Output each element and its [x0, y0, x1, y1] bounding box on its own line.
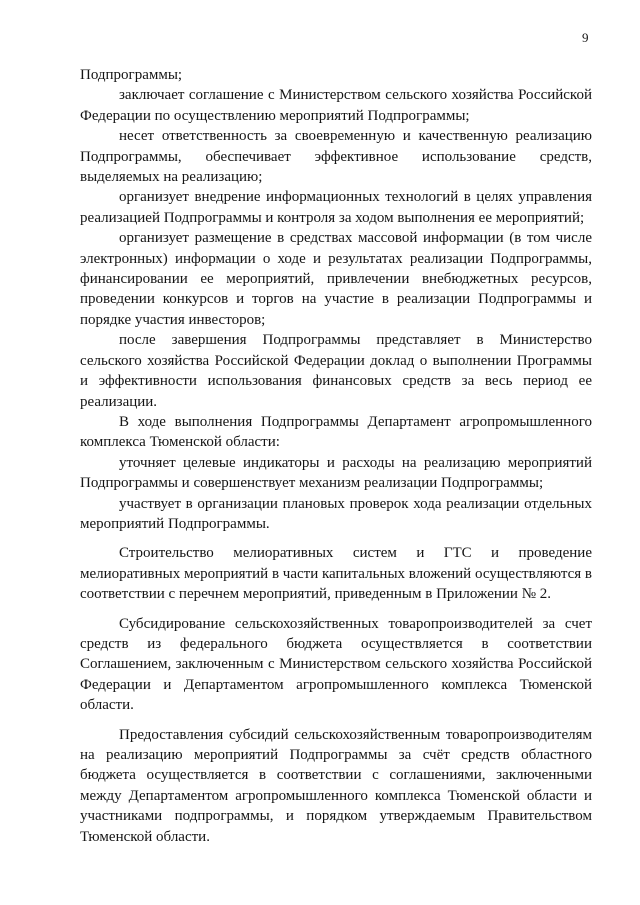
paragraph-subprogram-continuation: Подпрограммы; — [80, 67, 183, 83]
paragraph-agreement: заключает соглашение с Министерством сельского хозяйства Российской Федерации по осуществлению мероприятий Подпрограммы; — [80, 87, 592, 124]
page-number: 9 — [582, 30, 589, 45]
paragraph-mass-media: организует размещение в средствах массовой информации (в том числе электронных) информации о ходе и результатах реализации Подпрограммы, финансировании ее мероприятий, привлечении внебюджетных ресурсов, проведении конкурсов и торгов на участие в реализации Подпрограммы и порядке участия инвесторов; — [80, 230, 592, 328]
paragraph-construction: Строительство мелиоративных систем и ГТС и проведение мелиоративных мероприятий в части капитальных вложений осуществляются в соответствии с перечнем мероприятий, приведенным в Приложении № 2. — [80, 545, 592, 603]
paragraph-department-duties-intro: В ходе выполнения Подпрограммы Департамент агропромышленного комплекса Тюменской области: — [80, 413, 592, 451]
paragraph-inspections: участвует в организации плановых проверок хода реализации отдельных мероприятий Подпрограммы. — [80, 495, 592, 532]
document-body — [80, 65, 592, 847]
paragraph-indicators: уточняет целевые индикаторы и расходы на реализацию мероприятий Подпрограммы и совершенствует механизм реализации Подпрограммы; — [80, 454, 592, 492]
paragraph-responsibility: несет ответственность за своевременную и качественную реализацию Подпрограммы, обеспечивает эффективное использование средств, выделяемых на реализацию; — [80, 128, 592, 186]
paragraph-federal-subsidies: Субсидирование сельскохозяйственных товаропроизводителей за счет средств из федерального бюджета осуществляется в соответствии Соглашением, заключенным с Министерством сельского хозяйства Российской Федерации и Департаментом агропромышленного комплекса Тюменской области. — [80, 615, 592, 714]
paragraph-information-technologies: организует внедрение информационных технологий в целях управления реализацией Подпрограммы и контроля за ходом выполнения ее мероприятий; — [80, 189, 592, 226]
paragraph-completion-report: после завершения Подпрограммы представляет в Министерство сельского хозяйства Российской Федерации доклад о выполнении Программы и эффективности использования финансовых средств за весь период ее реализации. — [80, 332, 592, 410]
paragraph-regional-subsidies: Предоставления субсидий сельскохозяйственным товаропроизводителям на реализацию мероприятий Подпрограммы за счёт средств областного бюджета осуществляется в соответствии с соглашениями, заключенными между Департаментом агропромышленного комплекса Тюменской области и участниками подпрограммы, и порядком утверждаемым Правительством Тюменской области. — [80, 726, 592, 845]
